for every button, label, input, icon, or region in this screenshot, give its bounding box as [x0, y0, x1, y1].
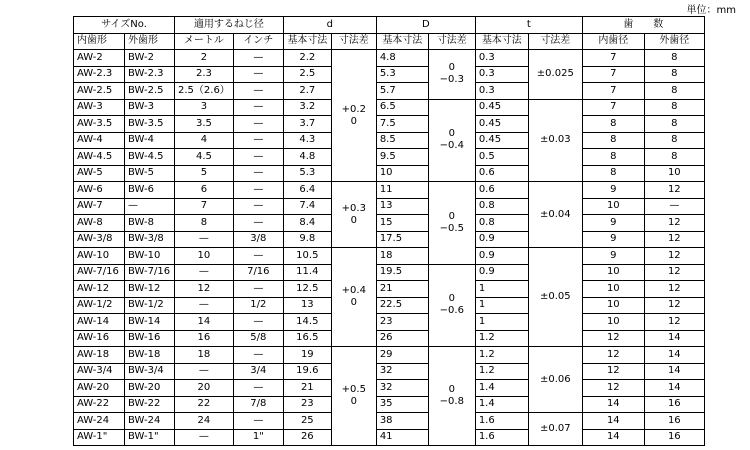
inner-teeth-cell: 10 [582, 297, 644, 314]
header-metric: メートル [175, 33, 234, 50]
d-tolerance-cell-lower: 0 [350, 115, 357, 127]
inner-teeth-cell: 12 [582, 347, 644, 364]
inner-teeth-cell: 10 [582, 264, 644, 281]
d-basic-cell: 4.3 [283, 132, 331, 149]
inner-type-cell: AW-2 [74, 50, 125, 67]
inner-teeth-cell: 7 [582, 99, 644, 116]
d-basic-cell: 10.5 [283, 248, 331, 265]
inner-type-cell: AW-2.5 [74, 83, 125, 100]
header-size-no: サイズNo. [74, 17, 175, 34]
outer-type-cell: BW-2 [125, 50, 175, 67]
D-basic-cell: 21 [376, 281, 428, 298]
metric-cell: 20 [175, 380, 234, 397]
t-basic-cell: 1.2 [475, 363, 528, 380]
inner-teeth-cell: 12 [582, 330, 644, 347]
metric-cell: — [175, 429, 234, 446]
metric-cell: — [175, 363, 234, 380]
inner-type-cell: AW-10 [74, 248, 125, 265]
D-basic-cell: 32 [376, 380, 428, 397]
d-tolerance-cell-lower: 0 [350, 214, 357, 226]
table-row [74, 182, 705, 199]
inner-type-cell: AW-22 [74, 396, 125, 413]
d-basic-cell: 6.4 [283, 182, 331, 199]
inch-cell: — [233, 281, 283, 298]
d-tolerance-cell [331, 347, 376, 446]
outer-type-cell: BW-1" [125, 429, 175, 446]
D-tolerance-cell [428, 182, 475, 265]
d-basic-cell: 2.5 [283, 66, 331, 83]
D-basic-cell: 26 [376, 330, 428, 347]
inner-type-cell: AW-3/4 [74, 363, 125, 380]
D-basic-cell: 6.5 [376, 99, 428, 116]
D-tolerance-cell-upper: 0 [448, 128, 455, 140]
inch-cell: 7/8 [233, 396, 283, 413]
D-tolerance-cell-upper: 0 [448, 384, 455, 395]
d-basic-cell: 25 [283, 413, 331, 430]
inch-cell: — [233, 132, 283, 149]
d-basic-cell: 3.7 [283, 116, 331, 133]
spec-table [73, 16, 705, 446]
outer-teeth-cell: 16 [644, 429, 704, 446]
d-basic-cell: 4.8 [283, 149, 331, 166]
header-d-basic: 基本寸法 [283, 33, 331, 50]
header-t-basic: 基本寸法 [475, 33, 528, 50]
outer-teeth-cell: 12 [644, 248, 704, 265]
inch-cell: 3/8 [233, 231, 283, 248]
header-D-basic: 基本寸法 [376, 33, 428, 50]
outer-teeth-cell: 8 [644, 132, 704, 149]
outer-teeth-cell: 12 [644, 281, 704, 298]
inch-cell: 1" [233, 429, 283, 446]
inner-teeth-cell: 10 [582, 281, 644, 298]
table-row [74, 314, 705, 331]
outer-teeth-cell: 8 [644, 99, 704, 116]
outer-type-cell: BW-7/16 [125, 264, 175, 281]
inner-type-cell: AW-16 [74, 330, 125, 347]
t-tolerance-cell: ±0.07 [528, 413, 582, 446]
D-tolerance-cell-lower: −0.6 [439, 305, 464, 317]
metric-cell: — [175, 297, 234, 314]
inner-teeth-cell: 7 [582, 50, 644, 67]
d-basic-cell: 9.8 [283, 231, 331, 248]
outer-type-cell: BW-2.5 [125, 83, 175, 100]
table-row [74, 297, 705, 314]
d-tolerance-cell-upper: +0.2 [341, 103, 366, 115]
d-tolerance-cell-lower: 0 [350, 396, 357, 407]
table-row [74, 132, 705, 149]
metric-cell: 2.3 [175, 66, 234, 83]
D-basic-cell: 41 [376, 429, 428, 446]
table-row [74, 83, 705, 100]
inner-teeth-cell: 7 [582, 66, 644, 83]
header-inner-type: 内歯形 [74, 33, 125, 50]
outer-type-cell: BW-20 [125, 380, 175, 397]
t-basic-cell: 0.8 [475, 198, 528, 215]
inch-cell: — [233, 116, 283, 133]
table-row [74, 215, 705, 232]
t-basic-cell: 0.45 [475, 116, 528, 133]
table-row [74, 264, 705, 281]
t-basic-cell: 1.2 [475, 330, 528, 347]
inner-teeth-cell: 7 [582, 83, 644, 100]
inch-cell: — [233, 182, 283, 199]
metric-cell: 8 [175, 215, 234, 232]
table-row [74, 50, 705, 67]
outer-teeth-cell: 8 [644, 149, 704, 166]
table-row [74, 198, 705, 215]
D-tolerance-cell [428, 50, 475, 100]
inner-type-cell: AW-3 [74, 99, 125, 116]
inner-teeth-cell: 8 [582, 116, 644, 133]
t-basic-cell: 0.45 [475, 132, 528, 149]
inner-teeth-cell: 9 [582, 231, 644, 248]
outer-teeth-cell: 12 [644, 297, 704, 314]
outer-type-cell: BW-3.5 [125, 116, 175, 133]
d-tolerance-cell [331, 248, 376, 347]
D-basic-cell: 5.7 [376, 83, 428, 100]
d-basic-cell: 13 [283, 297, 331, 314]
header-inch: インチ [233, 33, 283, 50]
inch-cell: — [233, 50, 283, 67]
outer-type-cell: BW-24 [125, 413, 175, 430]
inner-type-cell: AW-3.5 [74, 116, 125, 133]
t-tolerance-cell: ±0.025 [528, 50, 582, 100]
d-basic-cell: 8.4 [283, 215, 331, 232]
header-row-2 [74, 33, 705, 50]
metric-cell: 22 [175, 396, 234, 413]
metric-cell: 3 [175, 99, 234, 116]
outer-teeth-cell: 12 [644, 215, 704, 232]
outer-type-cell: BW-4 [125, 132, 175, 149]
D-tolerance-cell-upper: 0 [448, 210, 455, 222]
outer-teeth-cell: 8 [644, 50, 704, 67]
inner-teeth-cell: 9 [582, 248, 644, 265]
outer-type-cell: BW-3/8 [125, 231, 175, 248]
metric-cell: 16 [175, 330, 234, 347]
metric-cell: 4.5 [175, 149, 234, 166]
inch-cell: 3/4 [233, 363, 283, 380]
inner-type-cell: AW-18 [74, 347, 125, 364]
table-row [74, 330, 705, 347]
table-row [74, 116, 705, 133]
d-tolerance-cell-upper: +0.4 [341, 285, 366, 296]
t-basic-cell: 1 [475, 297, 528, 314]
outer-type-cell: BW-1/2 [125, 297, 175, 314]
D-tolerance-cell [428, 264, 475, 347]
D-basic-cell: 8.5 [376, 132, 428, 149]
header-t-tol: 寸法差 [528, 33, 582, 50]
outer-teeth-cell: 8 [644, 66, 704, 83]
inner-teeth-cell: 12 [582, 380, 644, 397]
outer-teeth-cell: 14 [644, 363, 704, 380]
t-basic-cell: 1.2 [475, 347, 528, 364]
header-row-1 [74, 17, 705, 34]
outer-teeth-cell: 16 [644, 396, 704, 413]
d-basic-cell: 7.4 [283, 198, 331, 215]
t-basic-cell: 0.3 [475, 83, 528, 100]
outer-type-cell: — [125, 198, 175, 215]
inner-type-cell: AW-4.5 [74, 149, 125, 166]
d-basic-cell: 26 [283, 429, 331, 446]
t-basic-cell: 0.6 [475, 182, 528, 199]
d-basic-cell: 21 [283, 380, 331, 397]
D-basic-cell: 4.8 [376, 50, 428, 67]
outer-teeth-cell: 14 [644, 380, 704, 397]
unit-label: 単位：mm [686, 5, 736, 16]
t-tolerance-cell: ±0.05 [528, 248, 582, 347]
d-basic-cell: 5.3 [283, 165, 331, 182]
t-basic-cell: 0.3 [475, 66, 528, 83]
header-D: D [376, 17, 475, 34]
D-tolerance-cell-upper: 0 [448, 293, 455, 305]
d-tolerance-cell-upper: +0.5 [341, 384, 366, 395]
inner-teeth-cell: 9 [582, 182, 644, 199]
outer-type-cell: BW-16 [125, 330, 175, 347]
D-basic-cell: 35 [376, 396, 428, 413]
D-basic-cell: 5.3 [376, 66, 428, 83]
t-basic-cell: 0.9 [475, 248, 528, 265]
metric-cell: — [175, 264, 234, 281]
inch-cell: — [233, 99, 283, 116]
D-tolerance-cell [428, 347, 475, 446]
d-basic-cell: 19.6 [283, 363, 331, 380]
t-tolerance-cell: ±0.04 [528, 182, 582, 248]
inner-type-cell: AW-6 [74, 182, 125, 199]
inner-type-cell: AW-3/8 [74, 231, 125, 248]
metric-cell: 2.5（2.6） [175, 83, 234, 100]
inch-cell: — [233, 149, 283, 166]
inner-type-cell: AW-12 [74, 281, 125, 298]
header-inner-teeth: 内歯径 [582, 33, 644, 50]
D-tolerance-cell-lower: −0.5 [439, 222, 464, 234]
header-d-tol: 寸法差 [331, 33, 376, 50]
D-basic-cell: 13 [376, 198, 428, 215]
table-row [74, 429, 705, 446]
D-tolerance-cell [428, 99, 475, 182]
d-basic-cell: 14.5 [283, 314, 331, 331]
outer-type-cell: BW-2.3 [125, 66, 175, 83]
t-basic-cell: 0.3 [475, 50, 528, 67]
inch-cell: — [233, 66, 283, 83]
metric-cell: — [175, 231, 234, 248]
inch-cell: — [233, 165, 283, 182]
inch-cell: 7/16 [233, 264, 283, 281]
inner-type-cell: AW-2.3 [74, 66, 125, 83]
table-row [74, 363, 705, 380]
outer-teeth-cell: 14 [644, 330, 704, 347]
t-tolerance-cell: ±0.06 [528, 347, 582, 413]
inch-cell: 5/8 [233, 330, 283, 347]
outer-type-cell: BW-14 [125, 314, 175, 331]
metric-cell: 5 [175, 165, 234, 182]
header-d: d [283, 17, 376, 34]
inch-cell: — [233, 347, 283, 364]
outer-teeth-cell: — [644, 198, 704, 215]
t-basic-cell: 0.6 [475, 165, 528, 182]
d-basic-cell: 19 [283, 347, 331, 364]
inner-teeth-cell: 10 [582, 314, 644, 331]
outer-teeth-cell: 12 [644, 264, 704, 281]
D-basic-cell: 22.5 [376, 297, 428, 314]
outer-teeth-cell: 12 [644, 314, 704, 331]
header-screw-diameter: 適用するねじ径 [175, 17, 284, 34]
d-tolerance-cell-upper: +0.3 [341, 202, 366, 214]
inner-type-cell: AW-7/16 [74, 264, 125, 281]
d-basic-cell: 23 [283, 396, 331, 413]
D-basic-cell: 15 [376, 215, 428, 232]
t-basic-cell: 1.4 [475, 396, 528, 413]
t-basic-cell: 1 [475, 281, 528, 298]
outer-type-cell: BW-3 [125, 99, 175, 116]
metric-cell: 14 [175, 314, 234, 331]
metric-cell: 10 [175, 248, 234, 265]
table-row [74, 281, 705, 298]
outer-type-cell: BW-3/4 [125, 363, 175, 380]
inner-type-cell: AW-4 [74, 132, 125, 149]
outer-type-cell: BW-22 [125, 396, 175, 413]
D-basic-cell: 32 [376, 363, 428, 380]
inch-cell: — [233, 215, 283, 232]
table-row [74, 380, 705, 397]
outer-type-cell: BW-12 [125, 281, 175, 298]
D-basic-cell: 7.5 [376, 116, 428, 133]
outer-teeth-cell: 10 [644, 165, 704, 182]
inner-type-cell: AW-5 [74, 165, 125, 182]
inch-cell: 1/2 [233, 297, 283, 314]
D-basic-cell: 17.5 [376, 231, 428, 248]
outer-teeth-cell: 12 [644, 231, 704, 248]
header-teeth: 歯 数 [582, 17, 704, 34]
inner-teeth-cell: 12 [582, 363, 644, 380]
metric-cell: 12 [175, 281, 234, 298]
D-tolerance-cell-lower: −0.3 [439, 74, 464, 86]
inner-type-cell: AW-7 [74, 198, 125, 215]
d-basic-cell: 2.2 [283, 50, 331, 67]
metric-cell: 4 [175, 132, 234, 149]
table-row [74, 99, 705, 116]
inner-type-cell: AW-8 [74, 215, 125, 232]
D-basic-cell: 11 [376, 182, 428, 199]
inch-cell: — [233, 314, 283, 331]
d-tolerance-cell [331, 182, 376, 248]
D-basic-cell: 23 [376, 314, 428, 331]
t-basic-cell: 0.5 [475, 149, 528, 166]
t-basic-cell: 0.9 [475, 231, 528, 248]
d-basic-cell: 11.4 [283, 264, 331, 281]
inner-teeth-cell: 9 [582, 215, 644, 232]
inner-type-cell: AW-1/2 [74, 297, 125, 314]
table-row [74, 347, 705, 364]
inch-cell: — [233, 83, 283, 100]
inner-teeth-cell: 14 [582, 413, 644, 430]
table-row [74, 231, 705, 248]
table-row [74, 396, 705, 413]
inner-teeth-cell: 14 [582, 429, 644, 446]
outer-teeth-cell: 14 [644, 347, 704, 364]
inner-type-cell: AW-1" [74, 429, 125, 446]
table-row [74, 248, 705, 265]
inner-teeth-cell: 14 [582, 396, 644, 413]
outer-type-cell: BW-18 [125, 347, 175, 364]
d-basic-cell: 16.5 [283, 330, 331, 347]
outer-teeth-cell: 12 [644, 182, 704, 199]
header-D-tol: 寸法差 [428, 33, 475, 50]
outer-teeth-cell: 16 [644, 413, 704, 430]
t-basic-cell: 1.6 [475, 429, 528, 446]
inner-type-cell: AW-20 [74, 380, 125, 397]
table-row [74, 413, 705, 430]
inner-type-cell: AW-24 [74, 413, 125, 430]
outer-type-cell: BW-6 [125, 182, 175, 199]
inner-teeth-cell: 8 [582, 149, 644, 166]
metric-cell: 6 [175, 182, 234, 199]
outer-type-cell: BW-5 [125, 165, 175, 182]
t-basic-cell: 1.4 [475, 380, 528, 397]
t-basic-cell: 0.8 [475, 215, 528, 232]
outer-type-cell: BW-8 [125, 215, 175, 232]
outer-teeth-cell: 8 [644, 116, 704, 133]
D-basic-cell: 9.5 [376, 149, 428, 166]
d-tolerance-cell [331, 50, 376, 182]
t-basic-cell: 1.6 [475, 413, 528, 430]
t-basic-cell: 0.9 [475, 264, 528, 281]
t-tolerance-cell: ±0.03 [528, 99, 582, 182]
d-basic-cell: 3.2 [283, 99, 331, 116]
d-basic-cell: 12.5 [283, 281, 331, 298]
D-tolerance-cell-lower: −0.4 [439, 140, 464, 152]
metric-cell: 3.5 [175, 116, 234, 133]
outer-type-cell: BW-10 [125, 248, 175, 265]
metric-cell: 7 [175, 198, 234, 215]
inch-cell: — [233, 198, 283, 215]
table-row [74, 66, 705, 83]
inch-cell: — [233, 380, 283, 397]
D-basic-cell: 38 [376, 413, 428, 430]
inch-cell: — [233, 248, 283, 265]
inner-teeth-cell: 8 [582, 165, 644, 182]
metric-cell: 2 [175, 50, 234, 67]
t-basic-cell: 1 [475, 314, 528, 331]
outer-type-cell: BW-4.5 [125, 149, 175, 166]
header-outer-teeth: 外歯径 [644, 33, 704, 50]
metric-cell: 24 [175, 413, 234, 430]
D-basic-cell: 19.5 [376, 264, 428, 281]
metric-cell: 18 [175, 347, 234, 364]
t-basic-cell: 0.45 [475, 99, 528, 116]
D-basic-cell: 18 [376, 248, 428, 265]
D-tolerance-cell-upper: 0 [448, 62, 455, 74]
inch-cell: — [233, 413, 283, 430]
d-tolerance-cell-lower: 0 [350, 297, 357, 308]
D-basic-cell: 10 [376, 165, 428, 182]
D-basic-cell: 29 [376, 347, 428, 364]
D-tolerance-cell-lower: −0.8 [439, 396, 464, 407]
outer-teeth-cell: 8 [644, 83, 704, 100]
header-t: t [475, 17, 582, 34]
inner-type-cell: AW-14 [74, 314, 125, 331]
inner-teeth-cell: 8 [582, 132, 644, 149]
table-row [74, 165, 705, 182]
header-outer-type: 外歯形 [125, 33, 175, 50]
table-row [74, 149, 705, 166]
inner-teeth-cell: 10 [582, 198, 644, 215]
d-basic-cell: 2.7 [283, 83, 331, 100]
